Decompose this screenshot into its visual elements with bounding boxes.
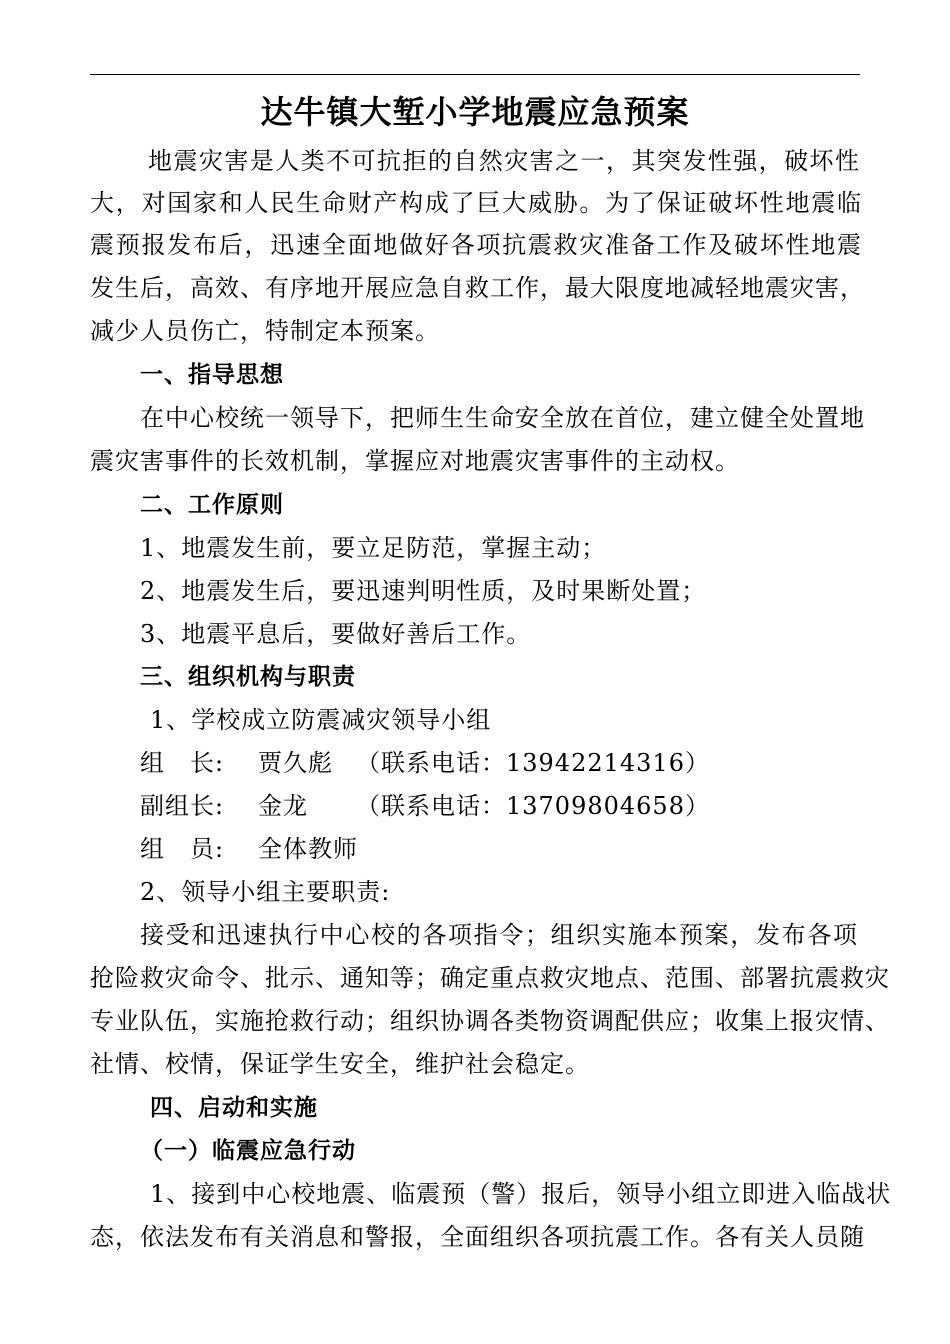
section3-heading: 三、组织机构与职责: [140, 664, 356, 690]
section4-line-2: 态，依法发布有关消息和警报，全面组织各项抗震工作。各有关人员随: [90, 1223, 865, 1251]
member-contact: （联系电话：13942214316）: [356, 749, 710, 777]
member-contact: （联系电话：13709804658）: [356, 792, 710, 820]
section1-line-2: 震灾害事件的长效机制，掌握应对地震灾害事件的主动权。: [90, 447, 740, 475]
section4-heading: 四、启动和实施: [150, 1095, 318, 1121]
member-role: 组 长:: [140, 749, 225, 777]
section3-sub1: 1、学校成立防震减灾领导小组: [150, 706, 492, 734]
duty-line-3: 专业队伍，实施抢救行动；组织协调各类物资调配供应；收集上报灾情、: [90, 1007, 890, 1035]
section4-line-1: 1、接到中心校地震、临震预（警）报后，领导小组立即进入临战状: [150, 1180, 892, 1208]
section4-subheading: （一）临震应急行动: [140, 1138, 356, 1164]
document-title: 达牛镇大堑小学地震应急预案: [260, 93, 690, 131]
member-row-members: [140, 834, 358, 864]
duty-line-4: 社情、校情，保证学生安全，维护社会稳定。: [90, 1050, 590, 1078]
member-role: 组 员:: [140, 835, 225, 863]
member-role: 副组长:: [140, 792, 225, 820]
member-row-deputy: [140, 791, 710, 821]
section2-item-2: 2、地震发生后，要迅速判明性质，及时果断处置；: [140, 577, 707, 605]
member-name: 全体教师: [258, 835, 358, 863]
duty-line-1: 接受和迅速执行中心校的各项指令；组织实施本预案，发布各项: [140, 921, 858, 949]
section1-heading: 一、指导思想: [140, 362, 284, 388]
header-rule: [90, 74, 860, 75]
intro-line-2: 大，对国家和人民生命财产构成了巨大威胁。为了保证破坏性地震临: [90, 189, 862, 217]
section2-heading: 二、工作原则: [140, 492, 284, 518]
section2-item-1: 1、地震发生前，要立足防范，掌握主动；: [140, 534, 607, 562]
intro-line-3: 震预报发布后，迅速全面地做好各项抗震救灾准备工作及破坏性地震: [90, 231, 862, 259]
member-name: 金龙: [258, 792, 308, 820]
intro-line-4: 发生后，高效、有序地开展应急自救工作，最大限度地减轻地震灾害，: [90, 274, 865, 302]
section2-item-3: 3、地震平息后，要做好善后工作。: [140, 620, 532, 648]
member-name: 贾久彪: [258, 749, 333, 777]
member-row-leader: [140, 748, 710, 778]
section3-sub2: 2、领导小组主要职责:: [140, 878, 391, 906]
intro-line-5: 减少人员伤亡，特制定本预案。: [90, 317, 440, 345]
intro-line-1: 地震灾害是人类不可抗拒的自然灾害之一，其突发性强，破坏性: [148, 147, 860, 175]
duty-line-2: 抢险救灾命令、批示、通知等；确定重点救灾地点、范围、部署抗震救灾: [90, 964, 890, 992]
section1-line-1: 在中心校统一领导下，把师生生命安全放在首位，建立健全处置地: [140, 404, 865, 432]
